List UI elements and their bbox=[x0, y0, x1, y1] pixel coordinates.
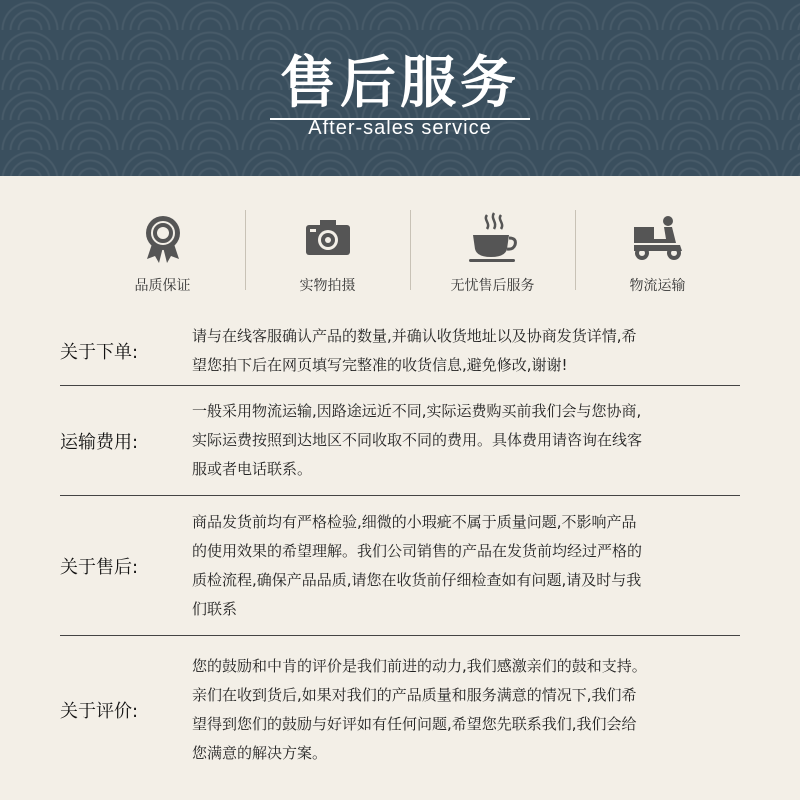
feature-label: 品质保证 bbox=[134, 278, 191, 294]
row-text-line: 请与在线客服确认产品的数量,并确认收货地址以及协商发货详情,希 bbox=[192, 326, 637, 345]
row-text-line: 的使用效果的希望理解。我们公司销售的产品在发货前均经过严格的 bbox=[192, 541, 643, 560]
row-ordering bbox=[60, 316, 740, 386]
row-text-line: 实际运费按照到达地区不同收取不同的费用。具体费用请咨询在线客 bbox=[192, 431, 643, 449]
row-text-line: 质检流程,确保产品品质,请您在收货前仔细检查如有问题,请及时与我 bbox=[192, 570, 642, 589]
page-title: 售后服务 bbox=[280, 51, 520, 116]
row-shipping bbox=[60, 386, 740, 496]
feature-logistics bbox=[575, 205, 740, 300]
row-text-line: 您的鼓励和中肯的评价是我们前进的动力,我们感激亲们的鼓和支持。 bbox=[192, 657, 647, 675]
row-text bbox=[188, 397, 740, 484]
service-info-list bbox=[60, 316, 740, 784]
row-text-line: 一般采用物流运输,因路途远近不同,实际运费购买前我们会与您协商, bbox=[192, 402, 642, 420]
header-banner bbox=[0, 0, 800, 176]
row-text bbox=[188, 322, 740, 380]
camera-icon bbox=[300, 211, 356, 267]
row-label: 关于售后: bbox=[60, 556, 139, 578]
row-text-line: 望得到您们的鼓励与好评如有任何问题,希望您先联系我们,我们会给 bbox=[192, 715, 637, 733]
row-label: 关于评价: bbox=[60, 701, 139, 722]
row-label: 运输费用: bbox=[60, 431, 139, 453]
feature-label: 物流运输 bbox=[629, 278, 686, 294]
feature-label: 实物拍摄 bbox=[299, 278, 356, 294]
row-text-line: 们联系 bbox=[192, 599, 238, 618]
coffee-cup-icon bbox=[465, 211, 521, 267]
delivery-scooter-icon bbox=[630, 211, 686, 267]
award-icon bbox=[135, 211, 191, 267]
row-text-line: 服或者电话联系。 bbox=[192, 460, 313, 478]
feature-label: 无忧售后服务 bbox=[450, 278, 535, 294]
feature-quality bbox=[80, 205, 245, 300]
row-text-line: 您满意的解决方案。 bbox=[192, 744, 328, 762]
row-text-line: 商品发货前均有严格检验,细微的小瑕疵不属于质量问题,不影响产品 bbox=[192, 512, 637, 531]
row-text bbox=[188, 508, 740, 624]
feature-strip bbox=[80, 205, 740, 300]
row-review bbox=[60, 636, 740, 784]
row-text-line: 亲们在收到货后,如果对我们的产品质量和服务满意的情况下,我们希 bbox=[192, 686, 637, 704]
row-text bbox=[188, 652, 740, 768]
row-text-line: 望您拍下后在网页填写完整准的收货信息,避免修改,谢谢! bbox=[192, 355, 568, 374]
feature-photo bbox=[245, 205, 410, 300]
row-aftersales bbox=[60, 496, 740, 636]
page-subtitle: After-sales service bbox=[308, 117, 492, 139]
row-label: 关于下单: bbox=[60, 341, 139, 363]
feature-aftersales bbox=[410, 205, 575, 300]
